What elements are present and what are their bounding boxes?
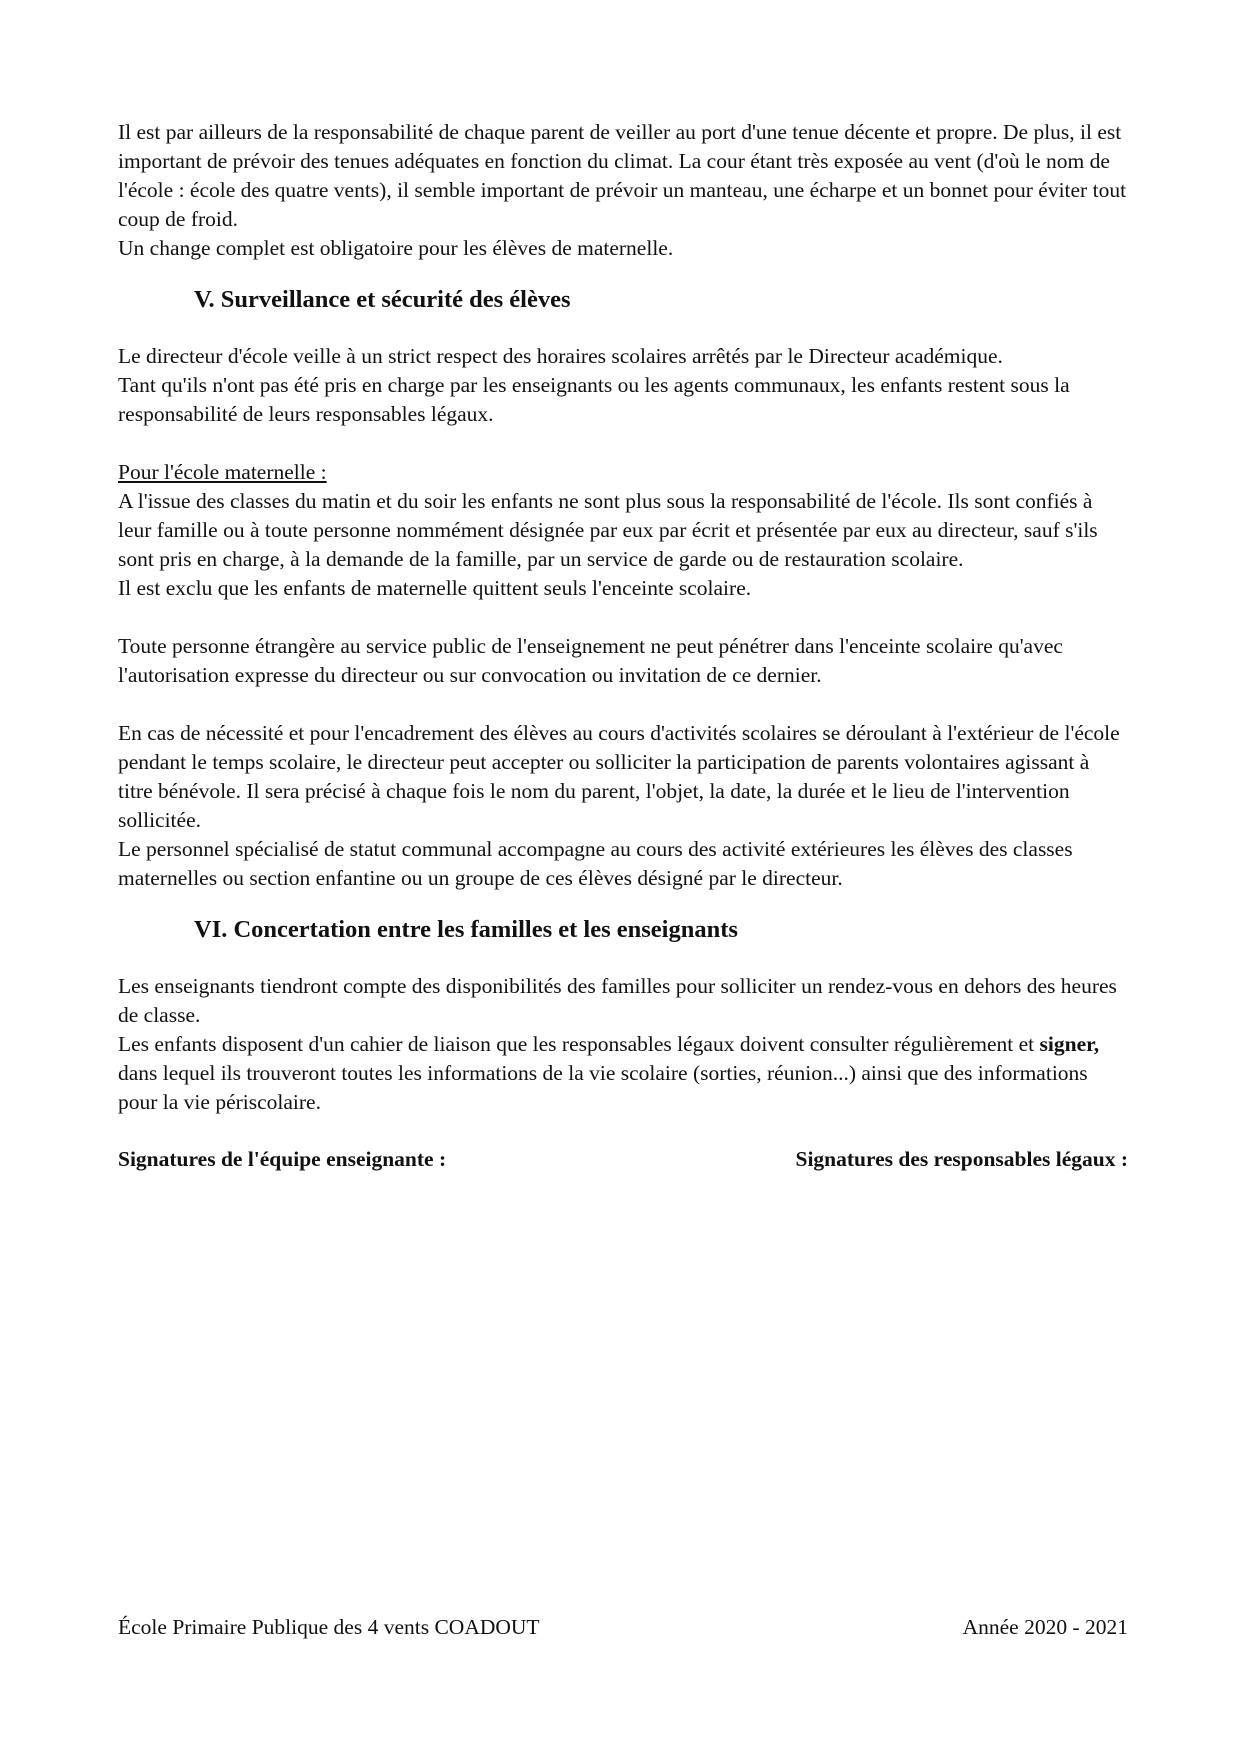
paragraph-encadrement: En cas de nécessité et pour l'encadrement des élèves au cours d'activités scolaires se déroulant à l'extérieur de l'école pendant le temps scolaire, le directeur peut accepter ou solliciter la participation de parents volontaires agissant à titre bénévole. Il sera précisé à chaque fois le nom du parent, l'objet, la date, la durée et le lieu de l'intervention sollicitée. (118, 721, 1120, 832)
paragraph-exclu: Il est exclu que les enfants de maternelle quittent seuls l'enceinte scolaire. (118, 576, 752, 600)
paragraph-issue-classes: A l'issue des classes du matin et du soir les enfants ne sont plus sous la responsabilité de l'école. Ils sont confiés à leur famille ou à toute personne nommément désignée par eux par écrit et présentée par eux au directeur, sauf s'ils sont pris en charge, à la demande de la famille, par un service de garde ou de restauration scolaire. (118, 489, 1098, 571)
page-footer (118, 1613, 1128, 1642)
signature-label-teachers: Signatures de l'équipe enseignante : (118, 1147, 447, 1171)
cahier-text-after: dans lequel ils trouveront toutes les informations de la vie scolaire (sorties, réunion...) ainsi que des informations pour la vie périscolaire. (118, 1061, 1088, 1114)
document-body (118, 118, 1128, 1174)
signature-row (118, 1145, 1128, 1174)
paragraph-cahier-liaison (118, 1030, 1128, 1117)
paragraph-rendez-vous: Les enseignants tiendront compte des disponibilités des familles pour solliciter un rendez-vous en dehors des heures de classe. (118, 974, 1117, 1027)
footer-school-name: École Primaire Publique des 4 vents COADOUT (118, 1615, 540, 1639)
intro-paragraph-change: Un change complet est obligatoire pour les élèves de maternelle. (118, 236, 674, 260)
footer-school-year: Année 2020 - 2021 (962, 1615, 1128, 1639)
section-heading-surveillance: V. Surveillance et sécurité des élèves (194, 286, 571, 313)
intro-paragraph: Il est par ailleurs de la responsabilité de chaque parent de veiller au port d'une tenue décente et propre. De plus, il est important de prévoir des tenues adéquates en fonction du climat. La cour étant très exposée au vent (d'où le nom de l'école : école des quatre vents), il semble important de prévoir un manteau, une écharpe et un bonnet pour éviter tout coup de froid. (118, 120, 1127, 231)
section-heading-concertation: VI. Concertation entre les familles et les enseignants (194, 916, 738, 943)
signer-emphasis: signer, (1039, 1032, 1100, 1056)
paragraph-personne-etrangere: Toute personne étrangère au service public de l'enseignement ne peut pénétrer dans l'enceinte scolaire qu'avec l'autorisation expresse du directeur ou sur convocation ou invitation de ce dernier. (118, 634, 1063, 687)
paragraph-personnel-communal: Le personnel spécialisé de statut communal accompagne au cours des activité extérieures les élèves des classes maternelles ou section enfantine ou un groupe de ces élèves désigné par le directeur. (118, 837, 1073, 890)
paragraph-prise-en-charge: Tant qu'ils n'ont pas été pris en charge par les enseignants ou les agents communaux, les enfants restent sous la responsabilité de leurs responsables légaux. (118, 373, 1070, 426)
signature-label-guardians: Signatures des responsables légaux : (795, 1147, 1128, 1171)
cahier-text-before: Les enfants disposent d'un cahier de liaison que les responsables légaux doivent consulter régulièrement et (118, 1032, 1040, 1056)
subheading-maternelle: Pour l'école maternelle : (118, 460, 327, 484)
paragraph-horaires: Le directeur d'école veille à un strict respect des horaires scolaires arrêtés par le Directeur académique. (118, 344, 1003, 368)
